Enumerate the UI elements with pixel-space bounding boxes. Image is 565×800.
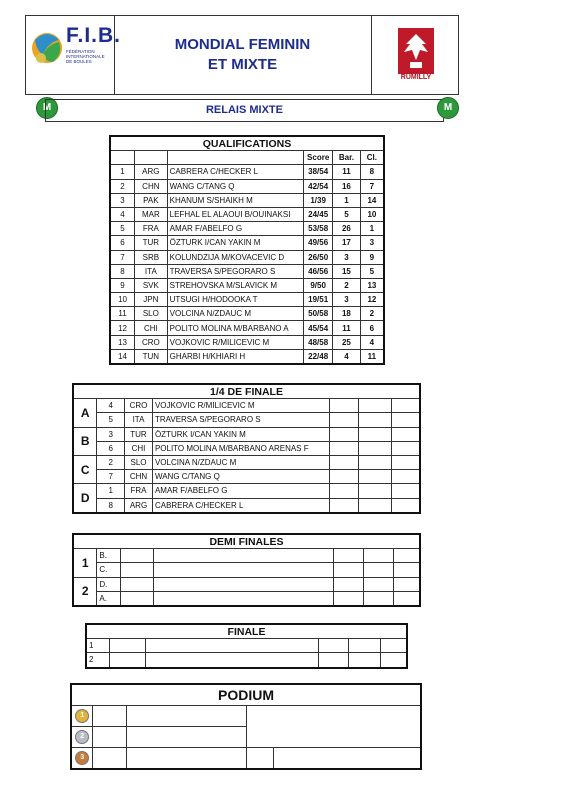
fib-globe-icon <box>29 28 65 68</box>
country-cell <box>93 706 127 727</box>
score: 48/58 <box>304 335 333 349</box>
quarter-final-title: 1/4 DE FINALE <box>73 384 420 399</box>
team-names: WANG C/TANG Q <box>167 179 304 193</box>
country-code: ITA <box>135 264 168 278</box>
seed-number: 11 <box>110 307 135 321</box>
event-title: RELAIS MIXTE <box>205 104 283 116</box>
podium-row <box>71 727 421 748</box>
semi-final-table <box>72 533 421 607</box>
team-cell <box>127 706 246 727</box>
team-names: UTSUGI H/HODOOKA T <box>167 293 304 307</box>
qualification-row <box>110 222 384 236</box>
score-cell <box>329 399 359 413</box>
team-cell <box>127 727 246 748</box>
mixed-badge-left: M <box>36 97 58 119</box>
country-code: CHN <box>135 179 168 193</box>
score-cell <box>359 441 392 455</box>
score-cell <box>363 577 393 591</box>
country-code: CHN <box>125 470 153 484</box>
country-code: FRA <box>135 222 168 236</box>
quarter-final-row <box>73 498 420 513</box>
bar: 17 <box>333 236 361 250</box>
rank: 1 <box>360 222 384 236</box>
seed-number: 1 <box>97 484 125 498</box>
score-cell <box>359 470 392 484</box>
rumilly-small-text: VILLE DE <box>406 69 426 74</box>
team-names: POLITO MOLINA M/BARBANO ARENAS F <box>152 441 329 455</box>
score-cell <box>333 591 363 606</box>
qualification-row <box>110 321 384 335</box>
rank: 2 <box>360 307 384 321</box>
score-cell <box>391 399 420 413</box>
quarter-final-row <box>73 427 420 441</box>
group-label: C <box>73 455 97 483</box>
score-cell <box>359 399 392 413</box>
team-names: TRAVERSA S/PEGORARO S <box>152 413 329 427</box>
country-code: CHI <box>125 441 153 455</box>
score-cell <box>393 577 420 591</box>
team-names: VOJKOVIC R/MILICEVIC M <box>152 399 329 413</box>
rank: 14 <box>360 193 384 207</box>
fib-logo-text: F.I.B. <box>66 24 122 47</box>
seed-number: 5 <box>97 413 125 427</box>
quarter-final-row <box>73 455 420 469</box>
bar: 15 <box>333 264 361 278</box>
podium-title: PODIUM <box>71 684 421 706</box>
seed-number: 4 <box>97 399 125 413</box>
medal-cell <box>71 748 93 770</box>
rank: 13 <box>360 278 384 292</box>
podium-row <box>71 706 421 727</box>
qualifications-header-row <box>110 151 384 165</box>
bronze-medal-icon: 3 <box>75 751 89 765</box>
seed-number: 12 <box>110 321 135 335</box>
qualification-row <box>110 250 384 264</box>
podium-row <box>71 748 421 770</box>
seed-number: 14 <box>110 349 135 364</box>
score-cell <box>391 441 420 455</box>
score-cell <box>329 427 359 441</box>
country-code: TUN <box>135 349 168 364</box>
team-names: TRAVERSA S/PEGORARO S <box>167 264 304 278</box>
bar: 11 <box>333 321 361 335</box>
team-cell <box>274 748 421 770</box>
fib-logo <box>26 16 122 94</box>
score-cell <box>393 591 420 606</box>
qualification-row <box>110 264 384 278</box>
seed-number: 3 <box>97 427 125 441</box>
score-cell <box>359 498 392 513</box>
rank: 12 <box>360 293 384 307</box>
score-cell <box>363 563 393 577</box>
semi-final-row <box>73 563 420 577</box>
seed-number: 6 <box>110 236 135 250</box>
score-cell <box>359 413 392 427</box>
seed-number: 8 <box>97 498 125 513</box>
semi-final-row <box>73 591 420 606</box>
country-cell <box>121 549 154 563</box>
final-slot-number: 2 <box>86 653 110 668</box>
score-cell <box>359 455 392 469</box>
page-title-line1: MONDIAL FEMININ <box>174 36 311 53</box>
score: 46/56 <box>304 264 333 278</box>
score-cell <box>391 484 420 498</box>
match-number: 1 <box>73 549 97 577</box>
qualification-row <box>110 193 384 207</box>
team-names: WANG C/TANG Q <box>152 470 329 484</box>
country-cell <box>93 748 127 770</box>
semi-final-title: DEMI FINALES <box>73 534 420 549</box>
rank: 9 <box>360 250 384 264</box>
country-code: PAK <box>135 193 168 207</box>
score: 53/58 <box>304 222 333 236</box>
country-code: CHI <box>135 321 168 335</box>
score: 24/45 <box>304 207 333 221</box>
country-code: TUR <box>125 427 153 441</box>
seed-number: 4 <box>110 207 135 221</box>
seed-number: 6 <box>97 441 125 455</box>
silver-medal-icon: 2 <box>75 730 89 744</box>
score-cell <box>329 455 359 469</box>
rank: 10 <box>360 207 384 221</box>
qualification-row <box>110 335 384 349</box>
country-code: SLO <box>125 455 153 469</box>
team-names: POLITO MOLINA M/BARBANO A <box>167 321 304 335</box>
team-names: ÖZTURK I/CAN YAKIN M <box>167 236 304 250</box>
qualification-row <box>110 236 384 250</box>
seed-number: 13 <box>110 335 135 349</box>
quarter-final-table <box>72 383 421 514</box>
rank: 11 <box>360 349 384 364</box>
team-cell <box>154 591 334 606</box>
rank: 4 <box>360 335 384 349</box>
match-number: 2 <box>73 577 97 606</box>
country-code: ARG <box>125 498 153 513</box>
qualification-row <box>110 307 384 321</box>
score: 9/50 <box>304 278 333 292</box>
rumilly-name: RUMILLY <box>400 74 432 81</box>
team-cell <box>146 653 319 668</box>
rank: 7 <box>360 179 384 193</box>
seed-number: 3 <box>110 193 135 207</box>
team-names: VOJKOVIC R/MILICEVIC M <box>167 335 304 349</box>
document-header <box>25 15 459 95</box>
team-cell <box>154 563 334 577</box>
country-code: MAR <box>135 207 168 221</box>
score-cell <box>329 441 359 455</box>
score-cell <box>363 549 393 563</box>
score-cell <box>329 470 359 484</box>
country-code: JPN <box>135 293 168 307</box>
qualifications-table <box>109 135 385 365</box>
quarter-final-row <box>73 484 420 498</box>
bar: 1 <box>333 193 361 207</box>
score-header: Score <box>304 151 333 165</box>
country-code: SLO <box>135 307 168 321</box>
score: 50/58 <box>304 307 333 321</box>
rumilly-logo <box>398 28 434 88</box>
group-label: D <box>73 484 97 513</box>
seed-number: 7 <box>110 250 135 264</box>
bar: 3 <box>333 250 361 264</box>
mixed-badge-right: M <box>437 97 459 119</box>
country-cell <box>110 653 146 668</box>
podium-table <box>70 683 422 770</box>
team-names: ÖZTURK I/CAN YAKIN M <box>152 427 329 441</box>
seed-number: 8 <box>110 264 135 278</box>
score-cell <box>329 498 359 513</box>
team-names: CABRERA C/HECKER L <box>167 165 304 179</box>
qualification-row <box>110 293 384 307</box>
rank: 8 <box>360 165 384 179</box>
rank: 6 <box>360 321 384 335</box>
score-cell <box>380 639 407 653</box>
empty-cell <box>246 706 421 727</box>
team-names: KOLUNDZIJA M/KOVACEVIC D <box>167 250 304 264</box>
rank: 5 <box>360 264 384 278</box>
score-cell <box>380 653 407 668</box>
team-cell <box>146 639 319 653</box>
team-names: VOLCINA N/ZDAUC M <box>152 455 329 469</box>
team-cell <box>127 748 246 770</box>
country-code: TUR <box>135 236 168 250</box>
final-slot-number: 1 <box>86 639 110 653</box>
group-label: A <box>73 399 97 427</box>
seed-number: 1 <box>110 165 135 179</box>
score-cell <box>333 549 363 563</box>
qualification-row <box>110 179 384 193</box>
team-names: AMAR F/ABELFO G <box>152 484 329 498</box>
bar: 18 <box>333 307 361 321</box>
score-cell <box>391 413 420 427</box>
score-cell <box>359 427 392 441</box>
country-cell <box>121 563 154 577</box>
score: 42/54 <box>304 179 333 193</box>
semi-final-row <box>73 549 420 563</box>
score-cell <box>348 639 380 653</box>
score-cell <box>393 549 420 563</box>
fib-logo-subtitle: FÉDÉRATION INTERNATIONALE DE BOULES <box>66 49 105 64</box>
bar: 26 <box>333 222 361 236</box>
qualifications-title: QUALIFICATIONS <box>110 136 384 151</box>
seed-number: 2 <box>97 455 125 469</box>
group-ref: C. <box>97 563 121 577</box>
country-code: ITA <box>125 413 153 427</box>
score-cell <box>391 498 420 513</box>
team-names: GHARBI H/KHIARI H <box>167 349 304 364</box>
score-cell <box>391 427 420 441</box>
score-cell <box>348 653 380 668</box>
bar: 16 <box>333 179 361 193</box>
gold-medal-icon: 1 <box>75 709 89 723</box>
quarter-final-row <box>73 413 420 427</box>
score: 45/54 <box>304 321 333 335</box>
seed-number: 5 <box>110 222 135 236</box>
team-names: STREHOVSKA M/SLAVICK M <box>167 278 304 292</box>
score-cell <box>359 484 392 498</box>
qualification-row <box>110 207 384 221</box>
rank-header: Cl. <box>360 151 384 165</box>
quarter-final-row <box>73 470 420 484</box>
final-row <box>86 639 407 653</box>
score-cell <box>391 455 420 469</box>
country-code: SRB <box>135 250 168 264</box>
quarter-final-row <box>73 399 420 413</box>
bar: 11 <box>333 165 361 179</box>
seed-number: 7 <box>97 470 125 484</box>
group-ref: D. <box>97 577 121 591</box>
country-cell <box>246 748 274 770</box>
country-code: ARG <box>135 165 168 179</box>
quarter-final-row <box>73 441 420 455</box>
qualification-row <box>110 278 384 292</box>
team-names: KHANUM S/SHAIKH M <box>167 193 304 207</box>
bar: 2 <box>333 278 361 292</box>
score: 1/39 <box>304 193 333 207</box>
semi-final-row <box>73 577 420 591</box>
country-cell <box>93 727 127 748</box>
final-title: FINALE <box>86 624 407 639</box>
team-names: CABRERA C/HECKER L <box>152 498 329 513</box>
group-label: B <box>73 427 97 455</box>
score-cell <box>333 577 363 591</box>
country-cell <box>110 639 146 653</box>
final-row <box>86 653 407 668</box>
score-cell <box>329 413 359 427</box>
qualification-row <box>110 165 384 179</box>
score-cell <box>391 470 420 484</box>
score-cell <box>333 563 363 577</box>
qualification-row <box>110 349 384 364</box>
final-table <box>85 623 408 669</box>
team-names: AMAR F/ABELFO G <box>167 222 304 236</box>
rank: 3 <box>360 236 384 250</box>
empty-cell <box>246 727 421 748</box>
score: 19/51 <box>304 293 333 307</box>
country-code: CRO <box>125 399 153 413</box>
score-cell <box>318 639 348 653</box>
seed-number: 9 <box>110 278 135 292</box>
score-cell <box>363 591 393 606</box>
team-names: VOLCINA N/ZDAUC M <box>167 307 304 321</box>
group-ref: B. <box>97 549 121 563</box>
medal-cell <box>71 727 93 748</box>
team-cell <box>154 577 334 591</box>
country-cell <box>121 591 154 606</box>
team-cell <box>154 549 334 563</box>
score: 26/50 <box>304 250 333 264</box>
bar: 4 <box>333 349 361 364</box>
score-cell <box>393 563 420 577</box>
bar: 5 <box>333 207 361 221</box>
score: 38/54 <box>304 165 333 179</box>
seed-number: 10 <box>110 293 135 307</box>
team-names: LEFHAL EL ALAOUI B/OUINAKSI <box>167 207 304 221</box>
group-ref: A. <box>97 591 121 606</box>
medal-cell <box>71 706 93 727</box>
event-title-bar <box>45 99 444 122</box>
score-cell <box>318 653 348 668</box>
bar-header: Bar. <box>333 151 361 165</box>
bar: 3 <box>333 293 361 307</box>
score: 49/56 <box>304 236 333 250</box>
page-title-line2: ET MIXTE <box>207 56 278 73</box>
country-code: SVK <box>135 278 168 292</box>
score: 22/48 <box>304 349 333 364</box>
bar: 25 <box>333 335 361 349</box>
country-code: CRO <box>135 335 168 349</box>
score-cell <box>329 484 359 498</box>
seed-number: 2 <box>110 179 135 193</box>
country-cell <box>121 577 154 591</box>
country-code: FRA <box>125 484 153 498</box>
